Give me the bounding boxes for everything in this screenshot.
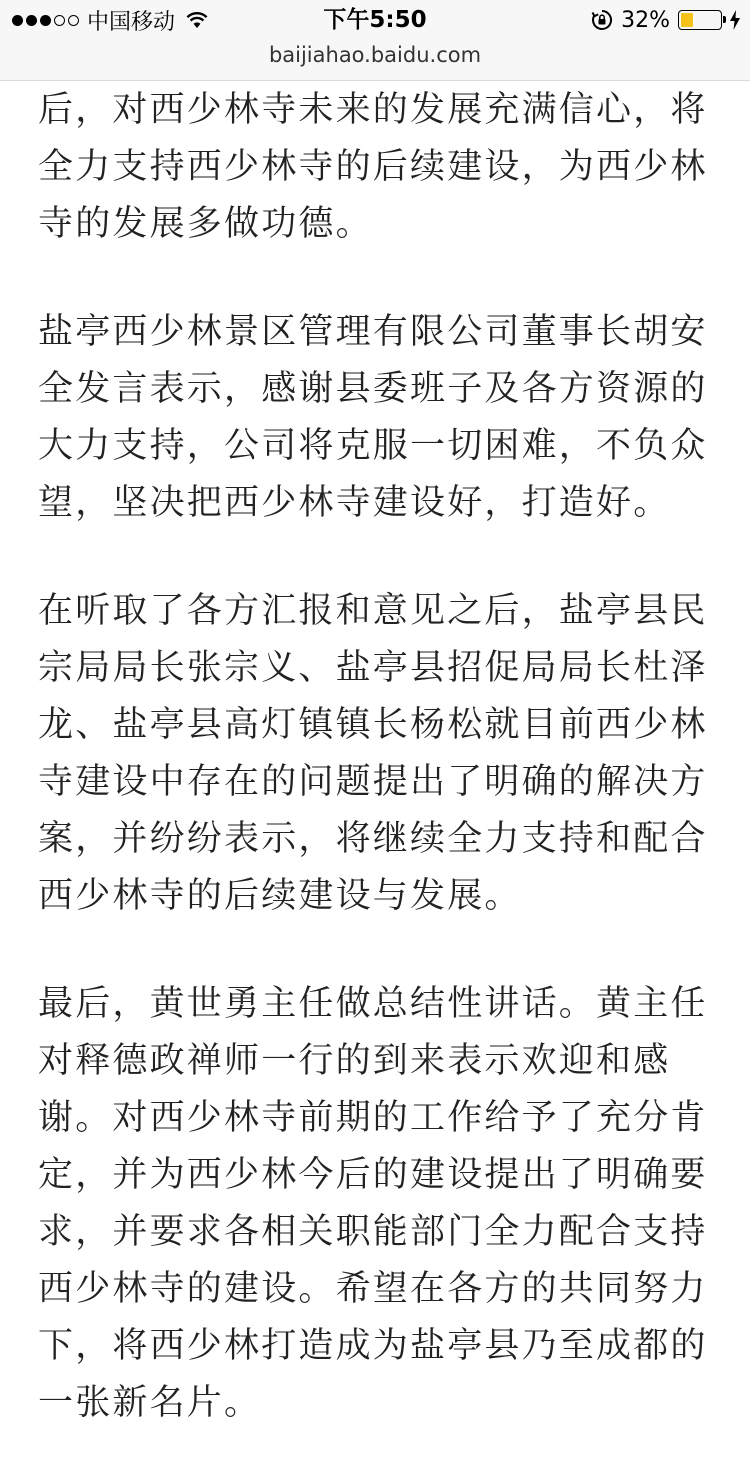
signal-dot xyxy=(26,15,37,26)
carrier-name: 中国移动 xyxy=(87,9,176,35)
article-content xyxy=(38,80,718,1483)
wifi-icon xyxy=(185,11,209,29)
status-time: 下午5:50 xyxy=(323,7,427,33)
signal-icon xyxy=(12,15,79,26)
url-bar[interactable]: baijiahao.baidu.com xyxy=(268,43,482,67)
battery-nub xyxy=(723,16,726,23)
article-paragraph: 在听取了各方汇报和意见之后，盐亭县民宗局局长张宗义、盐亭县招促局局长杜泽龙、盐亭县高灯镇镇长杨松就目前西少林寺建设中存在的问题提出了明确的解决方案，并纷纷表示，将继续全力支持和配合西少林寺的后续建设与发展。 xyxy=(38,591,708,916)
status-left xyxy=(12,6,209,34)
battery-icon xyxy=(678,10,722,30)
status-right xyxy=(591,6,740,34)
article-paragraph: 最后，黄世勇主任做总结性讲话。黄主任对释德政禅师一行的到来表示欢迎和感谢。对西少林寺前期的工作给予了充分肯定，并为西少林今后的建设提出了明确要求，并要求各相关职能部门全力配合支持西少林寺的建设。希望在各方的共同努力下，将西少林打造成为盐亭县乃至成都的一张新名片。 xyxy=(38,984,708,1423)
browser-chrome xyxy=(0,0,750,81)
charging-icon xyxy=(730,10,740,30)
signal-dot xyxy=(40,15,51,26)
article-paragraph: 后，对西少林寺未来的发展充满信心，将全力支持西少林寺的后续建设，为西少林寺的发展多做功德。 xyxy=(38,90,708,244)
battery-percent: 32% xyxy=(621,7,670,33)
article-paragraph: 盐亭西少林景区管理有限公司董事长胡安全发言表示，感谢县委班子及各方资源的大力支持，公司将克服一切困难，不负众望，坚决把西少林寺建设好，打造好。 xyxy=(38,312,708,523)
status-bar xyxy=(0,0,750,40)
signal-dot xyxy=(54,15,65,26)
signal-dot xyxy=(12,15,23,26)
battery-fill xyxy=(681,13,693,27)
signal-dot xyxy=(68,15,79,26)
orientation-lock-icon xyxy=(591,9,613,31)
